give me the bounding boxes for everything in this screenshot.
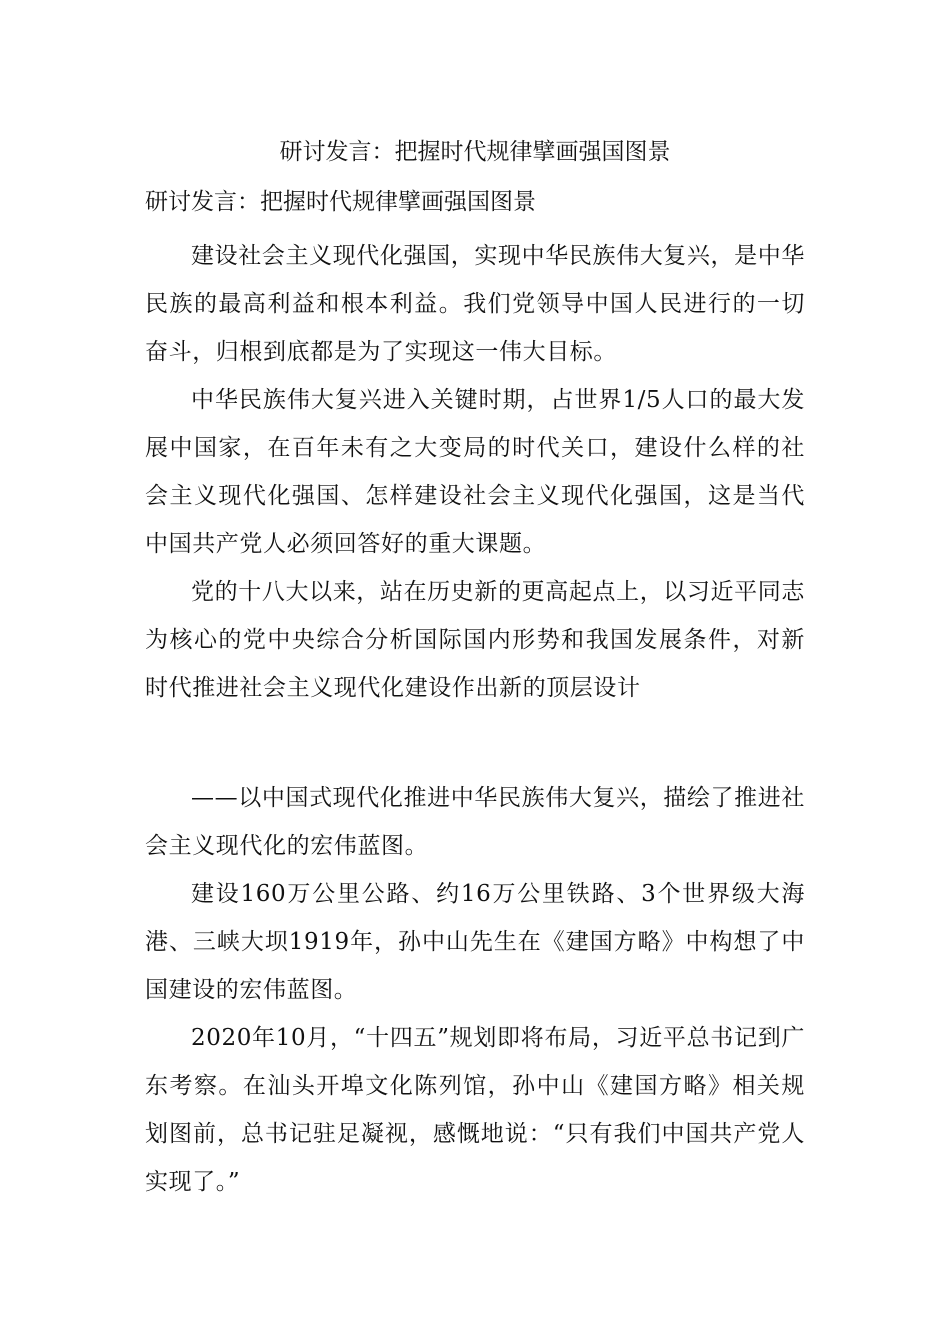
document-body [145, 232, 805, 1206]
document-subtitle: 研讨发言：把握时代规律擘画强国图景 [145, 189, 536, 215]
document-title: 研讨发言：把握时代规律擘画强国图景 [279, 139, 671, 165]
paragraph-1: 建设社会主义现代化强国，实现中华民族伟大复兴，是中华民族的最高利益和根本利益。我们党领导中国人民进行的一切奋斗，归根到底都是为了实现这一伟大目标。 [145, 243, 805, 365]
paragraph-5: 建设160万公里公路、约16万公里铁路、3个世界级大海港、三峡大坝1919年，孙中山先生在《建国方略》中构想了中国建设的宏伟蓝图。 [145, 881, 805, 1003]
paragraph-3: 党的十八大以来，站在历史新的更高起点上，以习近平同志为核心的党中央综合分析国际国内形势和我国发展条件，对新时代推进社会主义现代化建设作出新的顶层设计 [145, 579, 805, 701]
paragraph-4: ——以中国式现代化推进中华民族伟大复兴，描绘了推进社会主义现代化的宏伟蓝图。 [145, 785, 805, 859]
paragraph-6: 2020年10月，“十四五”规划即将布局，习近平总书记到广东考察。在汕头开埠文化陈列馆，孙中山《建国方略》相关规划图前，总书记驻足凝视，感慨地说：“只有我们中国共产党人实现了。” [145, 1025, 805, 1195]
paragraph-gap [145, 712, 805, 774]
paragraph-2: 中华民族伟大复兴进入关键时期，占世界1/5人口的最大发展中国家，在百年未有之大变局的时代关口，建设什么样的社会主义现代化强国、怎样建设社会主义现代化强国，这是当代中国共产党人必须回答好的重大课题。 [145, 387, 805, 557]
